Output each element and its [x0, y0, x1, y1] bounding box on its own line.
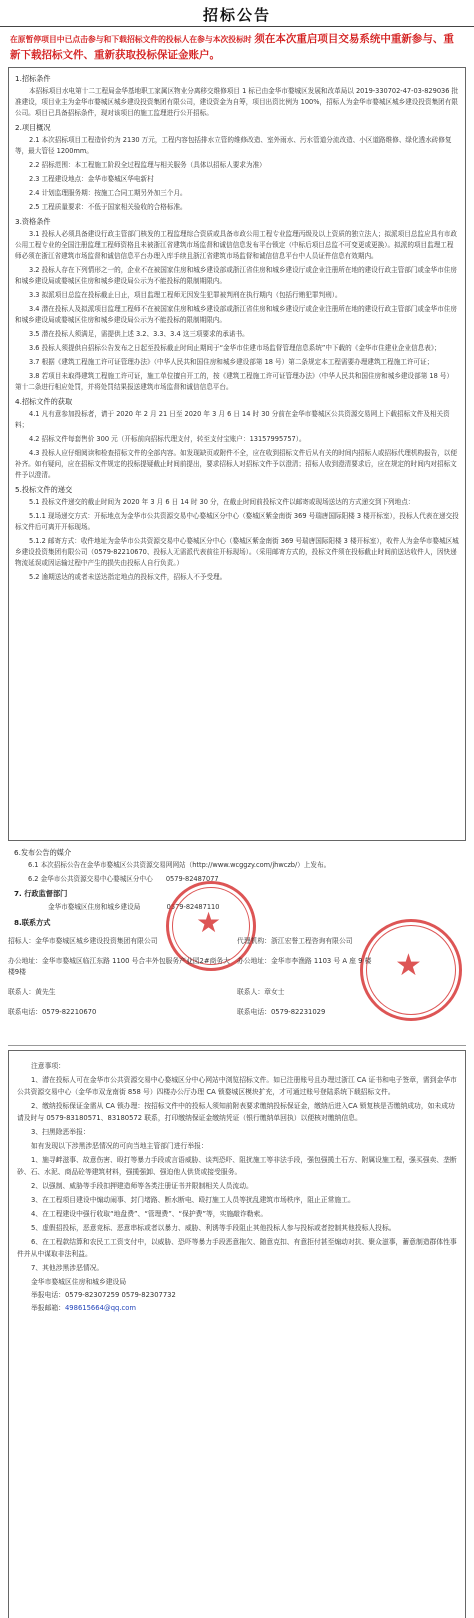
section-para: 3.5 潜在投标人须满足，需提供上述 3.2、3.3、3.4 这三项要求的承诺书。	[29, 330, 249, 338]
section-para: 3.7 根据《建筑工程施工许可证管理办法》（中华人民共和国住房和城乡建设部第 18 号）第二条规定本工程需要办理建筑工程施工许可证；	[29, 358, 434, 366]
notes-title: 注意事项：	[31, 1062, 65, 1070]
report-email-row	[17, 1302, 457, 1314]
note-para: 1、施寻衅滋事、故意伤害、殴打等暴力手段或言语威胁、谈判恐吓、阻扰施工等非法手段，强包强揽土石方、附属设施工程，强买强卖、垄断砂、石、水泥、商品砼等建筑材料，强揽强卸、强迫他人供货或接受服务。	[17, 1156, 457, 1176]
announcement-body	[8, 67, 466, 841]
section-para: 5.1.1 现场递交方式：开标地点为金华市公共资源交易中心婺城区分中心（婺城区紫金南街 369 号瑞唐国际阳楼 3 楼开标室），投标人代表在递交投标文件后可离开开标现场。	[15, 512, 459, 531]
contact-block	[8, 841, 466, 1041]
tenderer-address: 办公地址：金华市婺城区临江东路 1100 号合丰外包服务产业园2#商务大楼9楼	[8, 957, 230, 976]
section-heading: 2.项目概况	[15, 123, 51, 132]
note-para: 6、在工程款结算和农民工工资支付中，以威胁、恐吓等暴力手段恶意拖欠、随意克扣、有意拒付甚至煽动对抗、聚众滋事，蓄意制造群体性事件并从中谋取非法利益。	[17, 1238, 457, 1258]
notice-line-1: 在原暂停项目中已点击参与和下载招标文件的投标人在参与本次投标时	[10, 35, 252, 44]
star-icon: ★	[196, 906, 222, 939]
section-heading: 6.发布公告的媒介	[14, 848, 72, 857]
section-4	[15, 396, 459, 481]
section-2	[15, 122, 459, 213]
section-para: 5.2 逾期送达的或者未送达指定地点的投标文件，招标人不予受理。	[29, 573, 227, 581]
page-title: 招标公告	[0, 0, 474, 27]
tenderer-name: 招标人：金华市婺城区城乡建设投资集团有限公司	[8, 937, 158, 945]
section-para: 2.5 工程质量要求：不低于国家相关验收的合格标准。	[29, 203, 187, 211]
section-heading: 1.招标条件	[15, 74, 51, 83]
agent-name: 代理机构：浙江宏誉工程咨询有限公司	[237, 937, 353, 945]
section-para: 6.2 金华市公共资源交易中心婺城区分中心 0579-82487077	[28, 875, 219, 883]
section-para: 3.8 若项目未取得建筑工程施工许可证，施工单位擅自开工的，按《建筑工程施工许可证管理办法》（中华人民共和国住房和城乡建设部第 18 号）第十二条进行相应处罚，并将处罚结果报送建筑市场监督和诚信信息平台。	[15, 372, 454, 391]
note-para: 2、以强制、威胁等手段扣押建造师等各类注册证书并限制相关人员流动。	[31, 1182, 253, 1190]
report-email-label: 举报邮箱：	[31, 1304, 65, 1312]
section-para: 3.2 投标人存在下列情形之一的，企业不在被国家住房和城乡建设部或浙江省住房和城乡建设厅或企业注册所在地的建设行政主管部门或金华市住房和城乡建设局或婺城区住房和城乡建设局公示为不能投标的限制期限内。	[15, 266, 457, 285]
section-para: 2.1 本次招标项目工程造价约为 2130 万元，工程内容包括排水立管的维修改造、室外雨水、污水管道分流改造、小区道路维修、绿化透水砖修复等，最大管径 1200mm。	[15, 136, 452, 155]
note-para: 3、在工程项目建设中煽动闹事、封门堵路、断水断电、殴打施工人员等扰乱建筑市场秩序，阻止正常施工。	[31, 1196, 355, 1204]
agent-address: 办公地址：金华市李渔路 1103 号 A 座 9 楼	[237, 957, 372, 965]
report-phone: 举报电话：0579-82307259 0579-82307732	[31, 1291, 176, 1299]
section-5	[15, 484, 459, 583]
section-para: 3.1 投标人必须具备建设行政主管部门核发的工程监理综合资质或具备市政公用工程专业监理丙级及以上资质的独立法人；拟派项目总监应具有市政公用工程专业的全国注册监理工程师资格且未被浙江省建筑市场监督和诚信信息发布平台锁定（中标后项目总监不可变更或更换）。拟派的项目监理工程师必须在浙江省建筑市场监督和诚信信息平台办理入库手续且浙江省建筑市场监督和诚信信息平台中人员证件信息有效期内。	[15, 230, 457, 260]
agent-contact: 联系人：章女士	[237, 988, 285, 996]
section-para: 4.3 投标人应仔细阅读和检查招标文件的全部内容。如发现缺页或附件不全，应在收到招标文件后从有关的时间内招标人或招标代理机构报告，以便补齐。如有疑问，应在招标文件规定的投标提疑截止时间前提出，要求招标人对招标文件予以澄清；招标人收到澄清要求后，应在规定的时间内对招标文件予以澄清。	[15, 449, 457, 479]
section-para: 4.2 招标文件每套售价 300 元（开标前向招标代理支付，转至支付宝账户：13157995757）。	[29, 435, 306, 443]
signature-dept: 金华市婺城区住房和城乡建设局	[31, 1278, 127, 1286]
section-3	[15, 216, 459, 393]
section-para: 4.1 凡有意参加投标者，请于 2020 年 2 月 21 日至 2020 年 3 月 6 日 14 时 30 分前在金华市婺城区公共资源交易网上下载招标文件及相关资料；	[15, 410, 450, 429]
section-heading: 5.投标文件的递交	[15, 485, 73, 494]
section-para: 2.2 招标范围：本工程施工阶段全过程监理与相关服务（具体以招标人要求为准）	[29, 161, 266, 169]
section-para: 3.6 投标人须提供自招标公告发布之日起至投标截止时间止期间于“金华市住建市场监督管理信息系统”中下载的《金华市住建业企业信息表》；	[29, 344, 441, 352]
section-para: 6.1 本次招标公告在金华市婺城区公共资源交易网网站（http://www.wcggzy.com/jhwczb/）上发布。	[28, 861, 331, 869]
agent-phone: 联系电话：0579-82231029	[237, 1008, 326, 1016]
section-para: 5.1.2 邮寄方式：收件地址为金华市公共资源交易中心婺城区分中心（婺城区紫金南街 369 号瑞唐国际阳楼 3 楼开标室），收件人为金华市婺城区城乡建设投资集团有限公司（0579-82210670、投标人无需派代表前往开标现场）。（采用邮寄方式的，投标文件须在投标截止时间前送达收件人，因快递物流延误或因运输过程中产生的损失由投标人自行负责。）	[15, 537, 459, 567]
notes-block	[8, 1050, 466, 1618]
note-para: 4、在工程建设中强行收取“地盘费”、“管理费”、“保护费”等，实施敲诈勒索。	[31, 1210, 268, 1218]
section-heading: 7. 行政监督部门	[14, 889, 68, 898]
note-para: 7、其他涉黑涉恶情况。	[31, 1264, 104, 1272]
section-para: 2.3 工程建设地点：金华市婺城区华电新村	[29, 175, 154, 183]
section-para: 本招标项目水电第十二工程局金华基地职工家属区物业分离移交维修项目 1 标已由金华市婺城区发展和改革局以 2019-330702-47-03-829036 批准建设，项目业主为金华市婺城区城乡建设投资集团有限公司，建设资金为自筹，项目出资比例为 100%，招标人为金华市婺城区城乡建设投资集团有限公司。项目已具备招标条件，现对该项目的施工监理进行公开招标。	[15, 87, 459, 117]
section-heading: 4.招标文件的获取	[15, 397, 73, 406]
section-heading: 3.资格条件	[15, 217, 51, 226]
supervision-dept: 金华市婺城区住房和城乡建设局 0579-82487110	[48, 903, 220, 911]
note-para: 1、潜在投标人可在金华市公共资源交易中心婺城区分中心网站中浏览招标文件。如已注册账号且办理过浙江 CA 证书和电子签章，需到金华市公共资源交易中心（金华市双龙南街 858 号）四楼办公厅办理 CA 锁婺城区模块扩充，才可通过账号登陆系统下载招标文件。	[17, 1076, 457, 1096]
contact-grid	[8, 936, 466, 1027]
note-para: 5、虚假招投标，恶意竞标、恶意串标或者以暴力、威胁、利诱等手段阻止其他投标人参与投标或者控制其他投标人投标。	[31, 1224, 396, 1232]
section-para: 3.3 拟派项目总监在投标截止日止，项目监理工程师无因发生犯罪被判刑在执行期内（包括行贿犯罪判刑）。	[29, 291, 342, 299]
tenderer-phone: 联系电话：0579-82210670	[8, 1008, 97, 1016]
note-para: 2、缴纳投标保证金需从 CA 锁办理：按招标文件中的投标人须知前附表要求缴纳投标保证金，缴纳后进入CA 锁复核是否缴纳成功，如未成功请及时与 0579-83180571、83180572 联系，打印缴纳保证金缴纳凭证（银行缴纳单回执）以便核对缴纳信息。	[17, 1102, 455, 1122]
section-para: 2.4 计划监理服务期：按施工合同工期另外加三个月。	[29, 189, 187, 197]
section-para: 5.1 投标文件递交的截止时间为 2020 年 3 月 6 日 14 时 30 分，在截止时间前投标文件以邮寄或现场送达的方式递交到下列地点：	[29, 498, 415, 506]
report-email-link[interactable]: 498615664@qq.com	[64, 1304, 137, 1312]
note-para: 3、扫黑除恶举报：	[31, 1128, 90, 1136]
section-para: 3.4 潜在投标人及拟派项目监理工程师不在被国家住房和城乡建设部或浙江省住房和城乡建设厅或企业注册所在地的建设行政主管部门或金华市住房和城乡建设局或婺城区住房和城乡建设局公示为不能投标的限制期限内。	[15, 305, 457, 324]
section-heading: 8.联系方式	[14, 918, 51, 927]
note-para: 如有发现以下涉黑涉恶情况的可向当地主管部门进行举报：	[31, 1142, 208, 1150]
divider	[8, 1045, 466, 1046]
notice-line-2: 须在本次重启项目交易系统中重新参与、重新下载招标文件、重新获取投标保证金账户。	[10, 33, 454, 61]
red-notice	[10, 31, 464, 63]
tenderer-contact: 联系人：黄先生	[8, 988, 56, 996]
section-1	[15, 73, 459, 119]
star-icon: ★	[395, 948, 422, 983]
